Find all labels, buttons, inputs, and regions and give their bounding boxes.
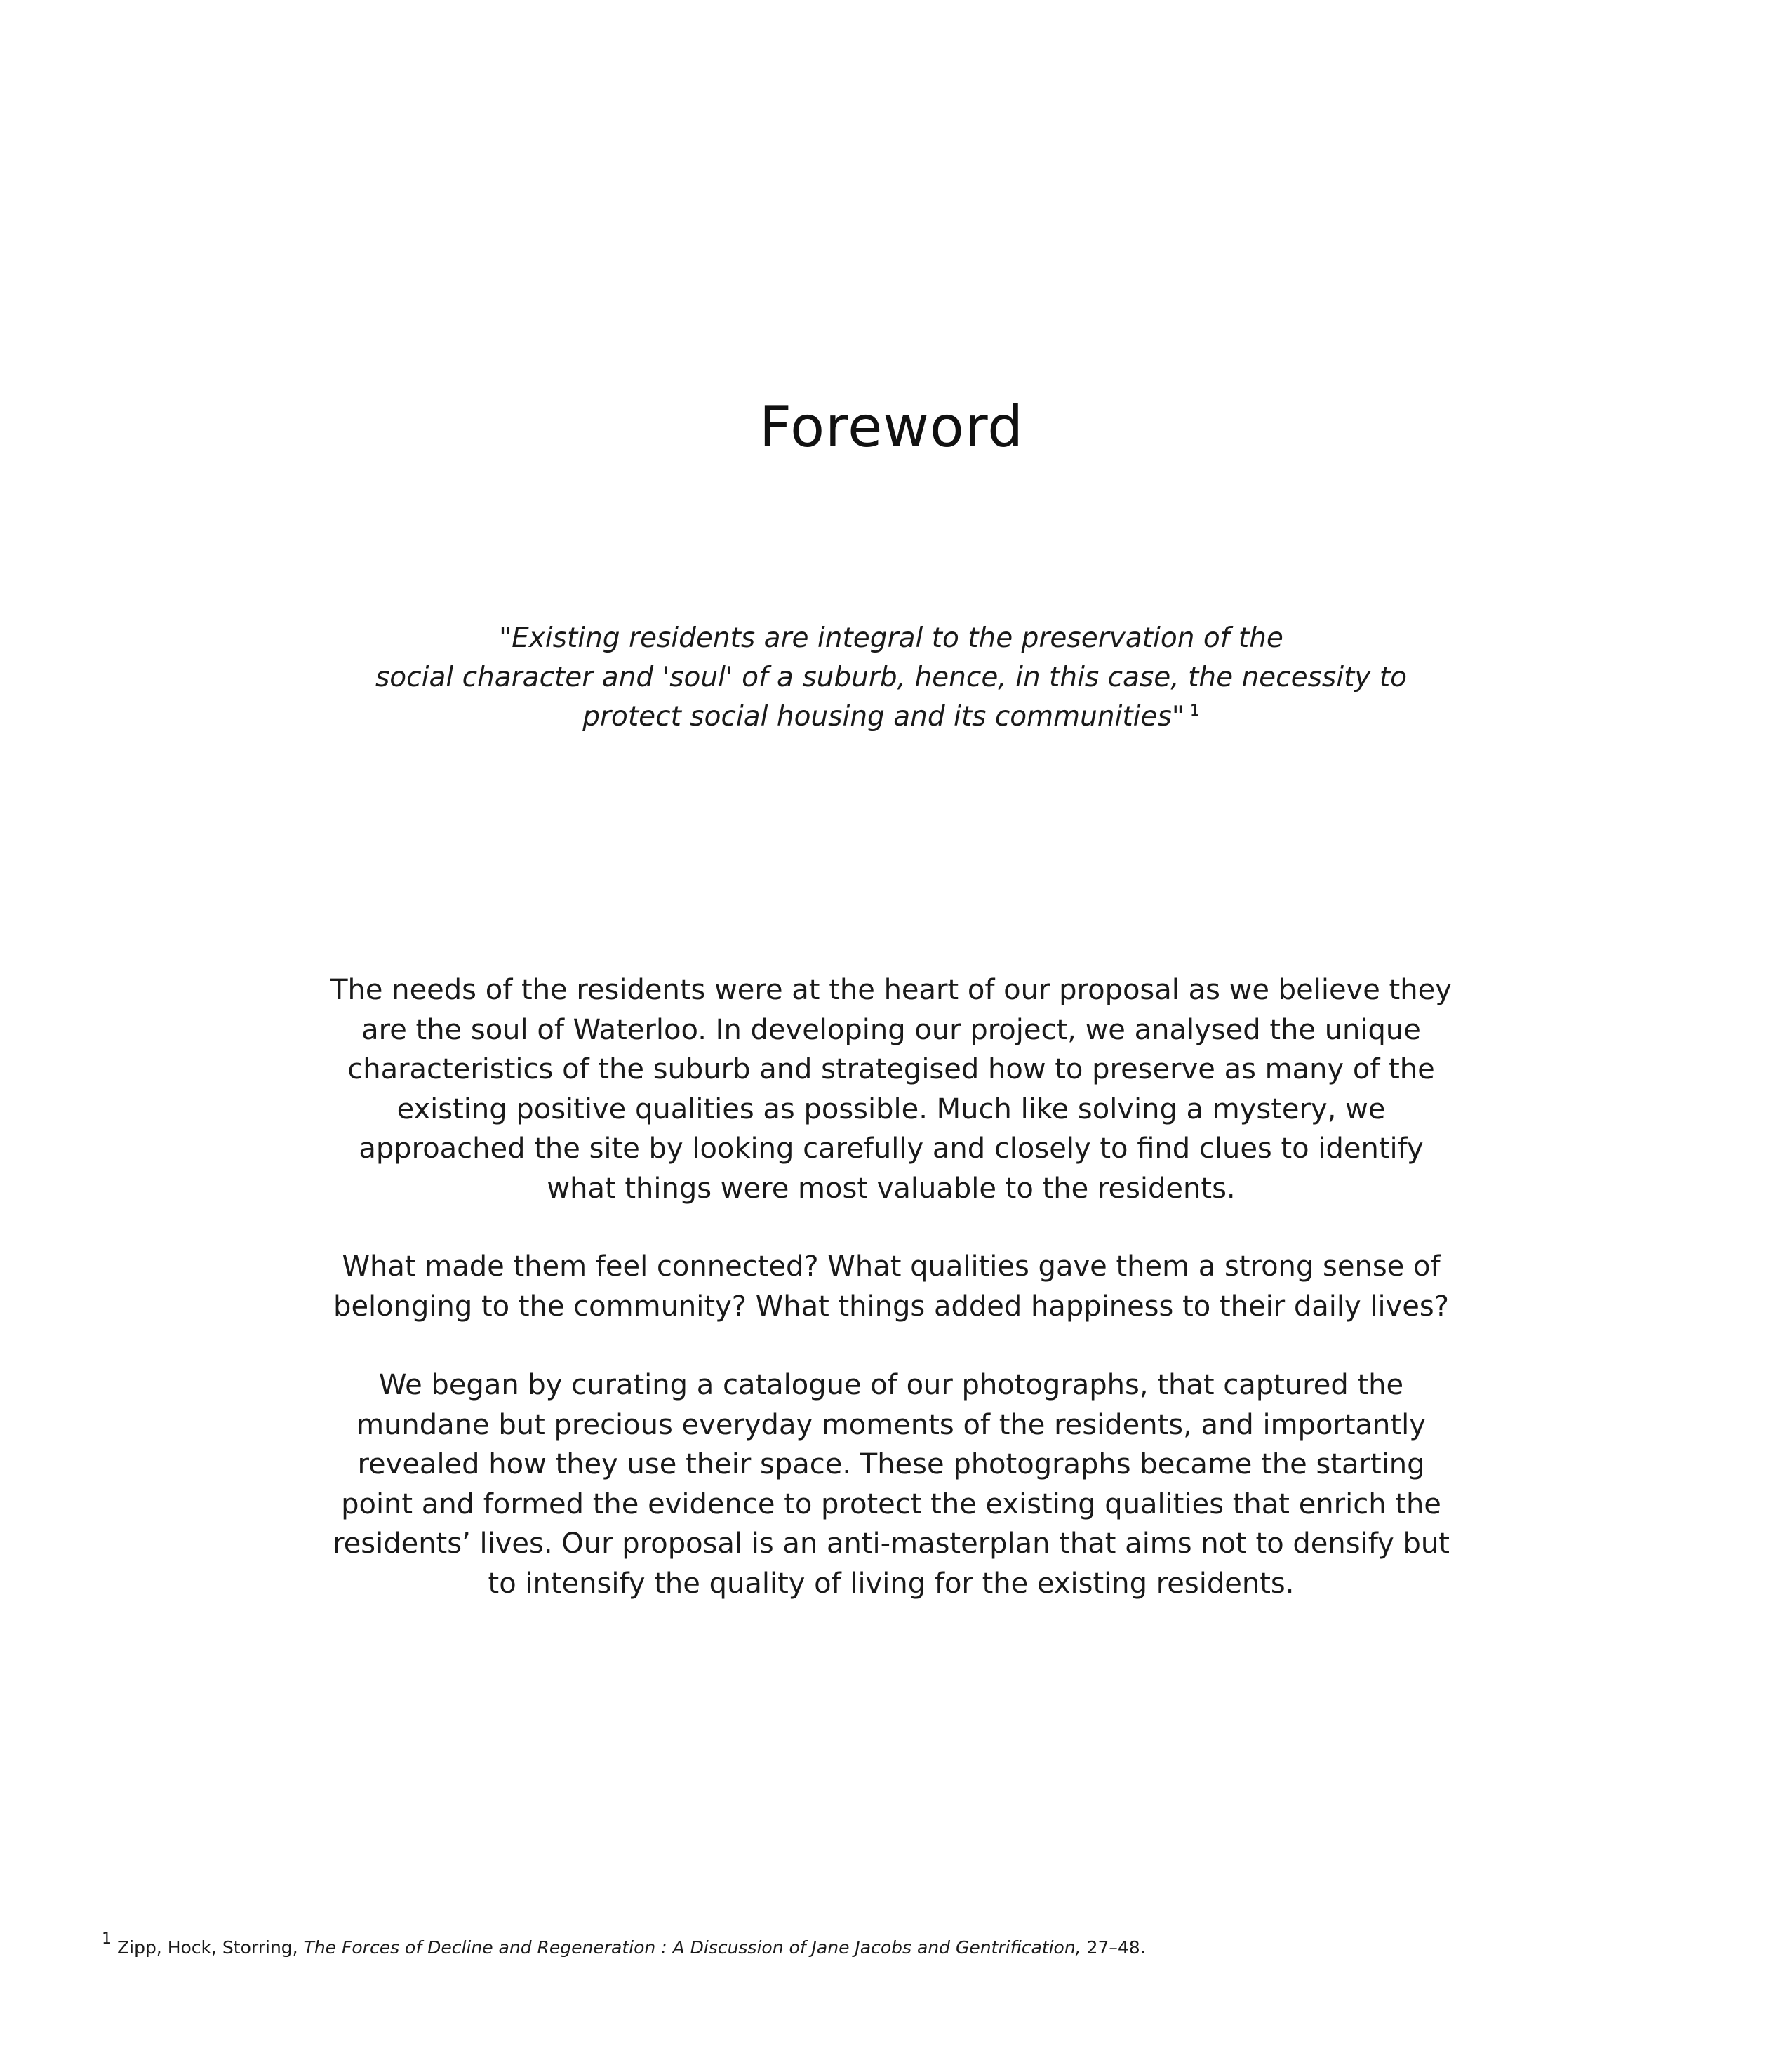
paragraph-line: We began by curating a catalogue of our photographs, that captured the [378,1369,1404,1401]
paragraph-line: point and formed the evidence to protect the existing qualities that enrich the [341,1488,1441,1520]
paragraph-line: to intensify the quality of living for the existing residents. [488,1567,1295,1600]
quote-line: "Existing residents are integral to the preservation of the [499,622,1283,654]
footnote-reference: 1 [1189,702,1200,720]
paragraph-line: are the soul of Waterloo. In developing our project, we analysed the unique [361,1013,1421,1046]
quote-line [295,697,1488,737]
footnote-work-title: The Forces of Decline and Regeneration : A Discussion of Jane Jacobs and Gentrification, [303,1937,1081,1958]
paragraph-questions [267,1247,1516,1326]
footnote-authors: Zipp, Hock, Storring, [117,1937,304,1958]
paragraph-line: approached the site by looking carefully and closely to find clues to identify [359,1132,1424,1165]
paragraph-line: belonging to the community? What things added happiness to their daily lives? [333,1290,1449,1323]
footnote [102,1930,1146,1960]
paragraph-line: characteristics of the suburb and strategised how to preserve as many of the [347,1053,1435,1085]
quote-line: social character and 'soul' of a suburb, hence, in this case, the necessity to [375,662,1408,693]
paragraph-line: residents’ lives. Our proposal is an anti-masterplan that aims not to densify but [333,1528,1450,1560]
paragraph-line: mundane but precious everyday moments of the residents, and importantly [356,1408,1426,1441]
paragraph-line: what things were most valuable to the residents. [547,1172,1236,1205]
paragraph-line: revealed how they use their space. These photographs became the starting [357,1448,1425,1481]
footnote-pages: 27–48. [1081,1937,1146,1958]
paragraph-catalogue [267,1365,1516,1603]
epigraph-quote [295,619,1488,737]
paragraph-line: The needs of the residents were at the heart of our proposal as we believe they [330,974,1452,1006]
paragraph-line: What made them feel connected? What qualities gave them a strong sense of [342,1250,1441,1283]
paragraph-residents-needs [267,970,1516,1208]
page-title: Foreword [759,394,1024,460]
footnote-marker: 1 [102,1930,112,1948]
quote-line-text: protect social housing and its communities" [582,701,1184,733]
paragraph-line: existing positive qualities as possible. Much like solving a mystery, we [396,1092,1386,1125]
